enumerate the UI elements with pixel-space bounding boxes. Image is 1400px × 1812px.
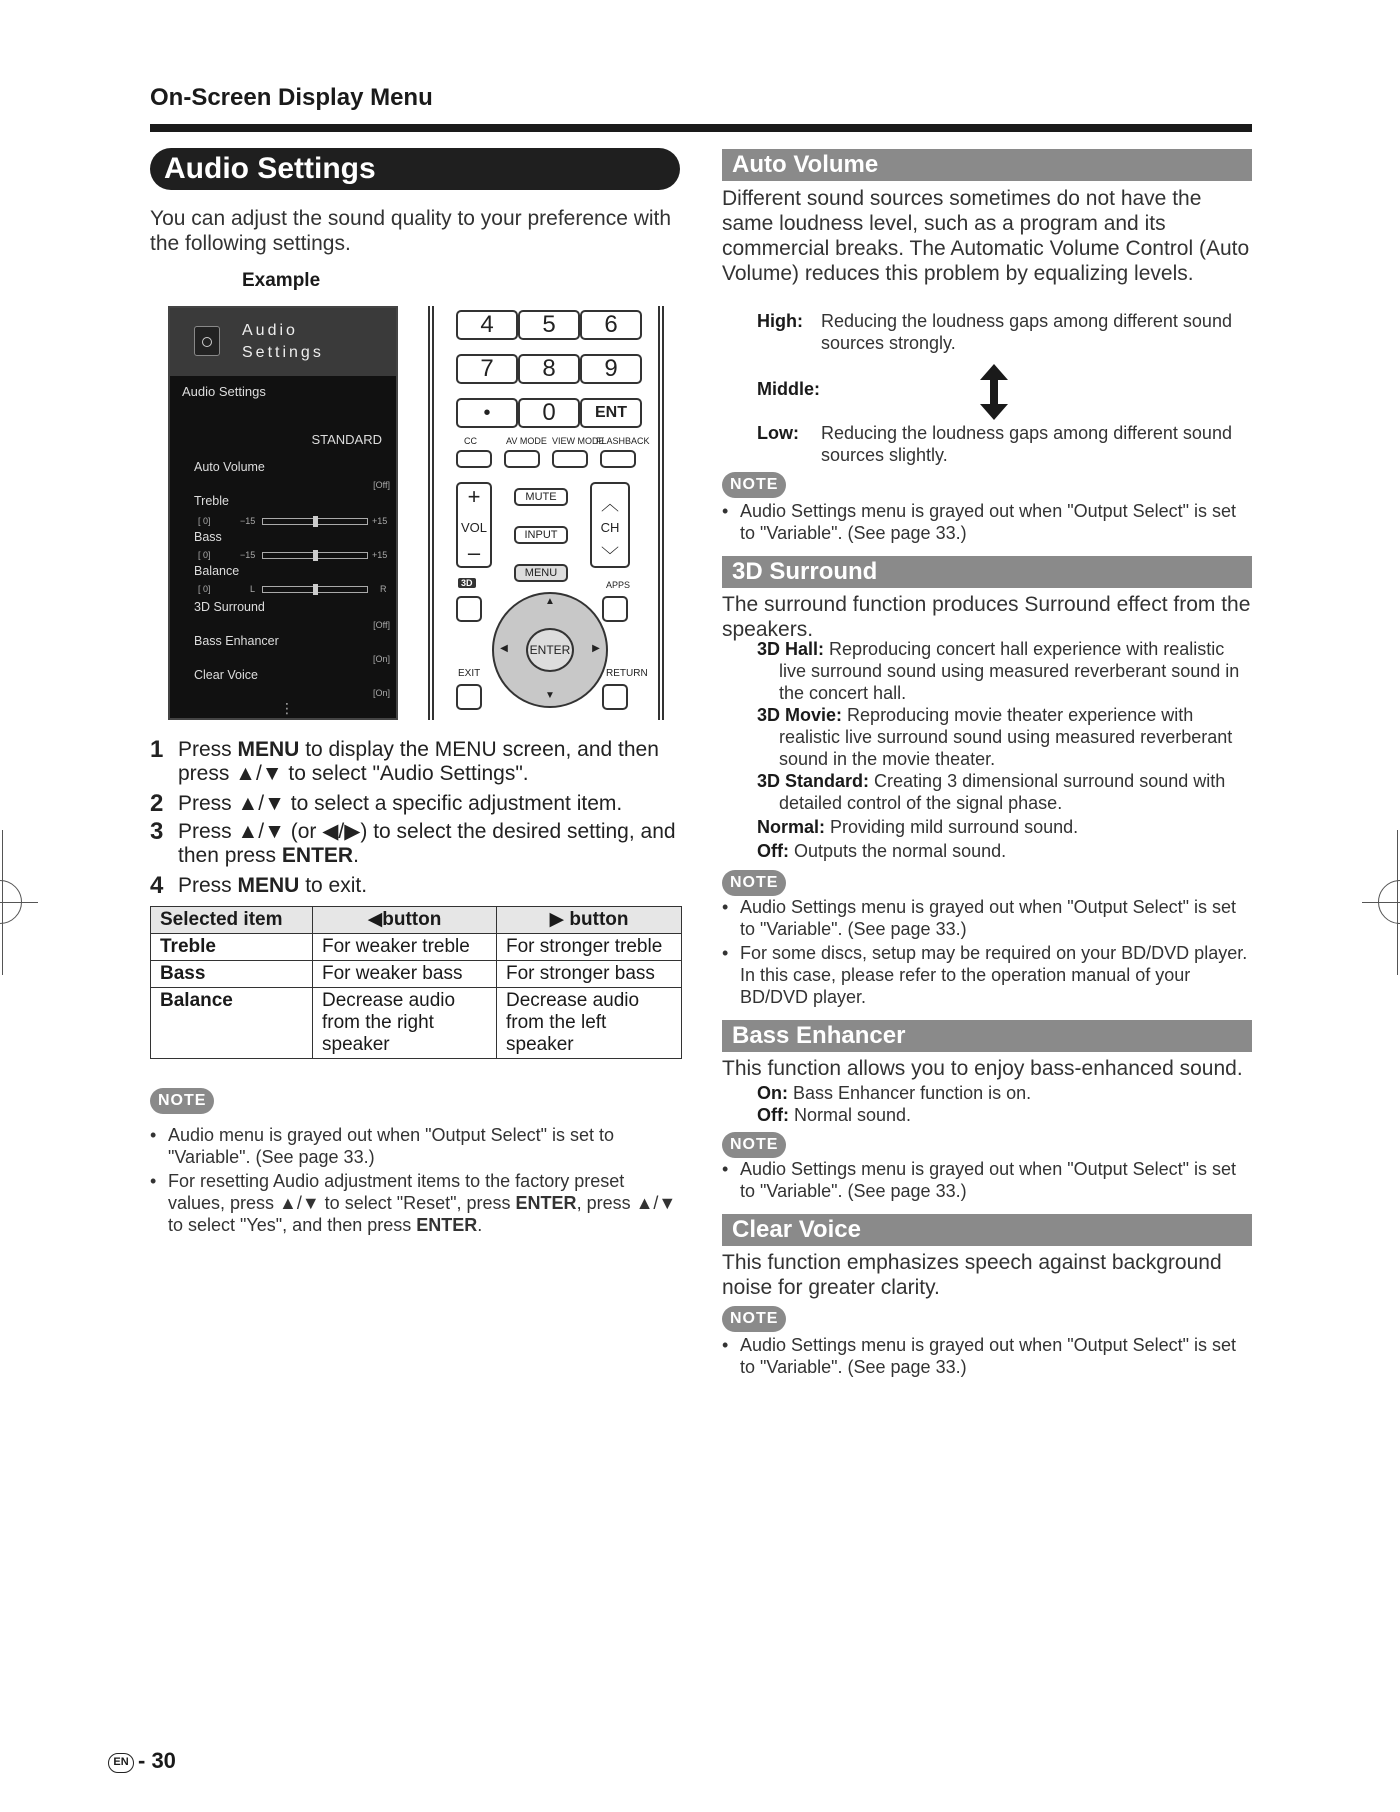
step-text: Press MENU to display the MENU screen, and then press ▲/▼ to select "Audio Settings".	[178, 738, 659, 785]
note-item: • For resetting Audio adjustment items to the factory preset values, press ▲/▼ to select "Reset", press ENTER, press ▲/▼ to select "Yes", and then press ENTER.	[150, 1171, 677, 1235]
osd-balance-left: L	[250, 584, 256, 594]
label-view-mode: VIEW MODE	[552, 436, 605, 446]
osd-bass-zero: [ 0]	[198, 550, 211, 560]
label-3d: 3D	[458, 578, 476, 588]
double-arrow-icon	[978, 364, 1010, 420]
menu-button[interactable]: MENU	[514, 564, 568, 582]
bass-enhancer-on: On: Bass Enhancer function is on.	[757, 1083, 1032, 1103]
table-header: ◀button	[313, 907, 497, 934]
intro-text: You can adjust the sound quality to your preference with the following settings.	[150, 207, 672, 255]
osd-item-balance[interactable]: Balance	[194, 564, 240, 578]
note-badge: NOTE	[722, 472, 786, 498]
table-row	[151, 988, 682, 1059]
surround-normal: Normal: Providing mild surround sound.	[757, 817, 1079, 837]
up-arrow-icon[interactable]: ▲	[545, 596, 555, 607]
osd-item-auto-volume[interactable]: Auto Volume	[194, 460, 265, 474]
return-button[interactable]	[602, 684, 628, 710]
auto-volume-body: Different sound sources sometimes do not have the same loudness level, such as a program and its commercial breaks. The Automatic Volume Control (Auto Volume) reduces this problem by equalizing levels.	[722, 187, 1250, 285]
page-header-title: On-Screen Display Menu	[150, 84, 433, 111]
enter-button[interactable]: ENTER	[526, 628, 574, 672]
osd-value-clear-voice: [On]	[372, 688, 390, 698]
osd-bass-max: +15	[372, 550, 388, 560]
section-title-clear-voice: Clear Voice	[722, 1214, 1252, 1246]
osd-value-auto-volume: [Off]	[373, 480, 390, 490]
osd-header	[170, 308, 396, 376]
key-7[interactable]: 7	[456, 354, 518, 384]
bass-enhancer-off: Off: Normal sound.	[757, 1105, 912, 1125]
step-text: Press ▲/▼ to select a specific adjustment item.	[178, 792, 623, 815]
volume-down-icon: –	[467, 540, 481, 565]
table-cell: For weaker treble	[313, 934, 497, 961]
apps-button[interactable]	[602, 596, 628, 622]
key-5[interactable]: 5	[518, 310, 580, 340]
table-header-row	[151, 907, 682, 934]
osd-treble-zero: [ 0]	[198, 516, 211, 526]
note-badge: NOTE	[150, 1088, 214, 1114]
flashback-button[interactable]	[600, 450, 636, 468]
input-button[interactable]: INPUT	[514, 526, 568, 544]
osd-subtitle: Audio Settings	[182, 384, 266, 399]
page-footer	[108, 1748, 176, 1774]
registration-mark	[1397, 830, 1398, 975]
osd-value-3d-surround: [Off]	[373, 620, 390, 630]
step-number: 1	[150, 736, 164, 763]
registration-mark	[2, 830, 3, 975]
step-4	[150, 874, 690, 900]
osd-bass-min: −15	[240, 550, 256, 560]
table-header: Selected item	[151, 907, 313, 934]
surround-standard: 3D Standard: Creating 3 dimensional surround sound with detailed control of the signal phase.	[757, 771, 1226, 813]
surround-hall: 3D Hall: Reproducing concert hall experience with realistic live surround sound using measured reverberant sound in the concert hall.	[757, 639, 1240, 703]
key-4[interactable]: 4	[456, 310, 518, 340]
osd-title-line1: Audio	[242, 322, 298, 339]
bass-enhancer-body: This function allows you to enjoy bass-enhanced sound.	[722, 1057, 1243, 1080]
view-mode-button[interactable]	[552, 450, 588, 468]
section-title-auto-volume: Auto Volume	[722, 149, 1252, 181]
label-return: RETURN	[606, 668, 648, 679]
key-8[interactable]: 8	[518, 354, 580, 384]
osd-treble-max: +15	[372, 516, 388, 526]
table-cell: Decrease audio from the right speaker	[313, 988, 497, 1059]
section-title-3d-surround: 3D Surround	[722, 556, 1252, 588]
osd-screen	[168, 306, 398, 720]
remote-control	[428, 306, 664, 720]
mute-button[interactable]: MUTE	[514, 488, 568, 506]
example-label: Example	[242, 270, 321, 291]
channel-down-icon: ﹀	[601, 546, 619, 566]
key-0[interactable]: 0	[518, 398, 580, 428]
registration-mark	[0, 880, 22, 924]
osd-balance-slider[interactable]	[262, 586, 368, 593]
note-badge: NOTE	[722, 1306, 786, 1332]
down-arrow-icon[interactable]: ▼	[545, 690, 555, 701]
page-number: - 30	[138, 1748, 176, 1773]
table-cell: For stronger bass	[497, 961, 682, 988]
auto-volume-middle: Middle:	[757, 379, 820, 399]
note-item: • For some discs, setup may be required on your BD/DVD player. In this case, please refer to the operation manual of your BD/DVD player.	[722, 943, 1248, 1007]
table-cell: Decrease audio from the left speaker	[497, 988, 682, 1059]
label-exit: EXIT	[458, 668, 481, 679]
step-3	[150, 820, 690, 870]
vol-label: VOL	[460, 520, 487, 535]
step-text: Press ▲/▼ (or ◀/▶) to select the desired setting, and then press ENTER.	[178, 820, 676, 867]
osd-value-bass-enhancer: [On]	[372, 654, 390, 664]
osd-bass-slider[interactable]	[262, 552, 368, 559]
step-number: 2	[150, 790, 164, 817]
key-ent[interactable]: ENT	[580, 398, 642, 428]
right-arrow-icon[interactable]: ▶	[592, 643, 600, 654]
key-6[interactable]: 6	[580, 310, 642, 340]
table-cell: Treble	[151, 934, 313, 961]
av-mode-button[interactable]	[504, 450, 540, 468]
osd-balance-zero: [ 0]	[198, 584, 211, 594]
osd-balance-right: R	[380, 584, 387, 594]
language-badge: EN	[108, 1753, 134, 1773]
note-item: • Audio Settings menu is grayed out when "Output Select" is set to "Variable". (See page 33.)	[722, 501, 1237, 543]
clear-voice-body: This function emphasizes speech against background noise for greater clarity.	[722, 1251, 1222, 1299]
osd-preset[interactable]: STANDARD	[311, 432, 382, 447]
table-row	[151, 934, 682, 961]
ch-label: CH	[600, 520, 620, 535]
exit-button[interactable]	[456, 684, 482, 710]
step-1	[150, 738, 690, 788]
note-item: • Audio Settings menu is grayed out when "Output Select" is set to "Variable". (See page 33.)	[722, 1159, 1237, 1201]
osd-item-bass[interactable]: Bass	[194, 530, 222, 544]
step-2	[150, 792, 690, 818]
note-item: • Audio menu is grayed out when "Output Select" is set to "Variable". (See page 33.)	[150, 1125, 615, 1167]
key-9[interactable]: 9	[580, 354, 642, 384]
note-item: • Audio Settings menu is grayed out when "Output Select" is set to "Variable". (See page 33.)	[722, 897, 1237, 939]
channel-up-icon: ︿	[601, 494, 619, 514]
cc-button[interactable]	[456, 450, 492, 468]
header-rule	[150, 124, 1252, 132]
table-cell: Bass	[151, 961, 313, 988]
label-av-mode: AV MODE	[506, 436, 547, 446]
osd-title-line2: Settings	[242, 344, 324, 361]
osd-item-3d-surround[interactable]: 3D Surround	[194, 600, 265, 614]
3d-button[interactable]	[456, 596, 482, 622]
auto-volume-high: High: Reducing the loudness gaps among different sound sources strongly.	[757, 311, 1232, 353]
note-item: • Audio Settings menu is grayed out when "Output Select" is set to "Variable". (See page 33.)	[722, 1335, 1237, 1377]
osd-item-bass-enhancer[interactable]: Bass Enhancer	[194, 634, 279, 648]
step-text: Press MENU to exit.	[178, 874, 368, 897]
table-cell: For weaker bass	[313, 961, 497, 988]
table-header: ▶ button	[497, 907, 682, 934]
surround-off: Off: Outputs the normal sound.	[757, 841, 1007, 861]
step-number: 3	[150, 818, 164, 845]
osd-more-indicator: ⋮	[280, 700, 294, 716]
speaker-icon	[194, 326, 220, 356]
osd-item-treble[interactable]: Treble	[194, 494, 229, 508]
adjustment-table	[150, 906, 682, 1059]
volume-up-icon: +	[467, 484, 481, 509]
surround-body: The surround function produces Surround effect from the speakers.	[722, 593, 1251, 641]
step-number: 4	[150, 872, 164, 899]
section-title-audio-settings: Audio Settings	[150, 148, 680, 190]
surround-movie: 3D Movie: Reproducing movie theater experience with realistic live surround sound using measured reverberant sound in the movie theater.	[757, 705, 1233, 769]
label-apps: APPS	[606, 580, 631, 590]
osd-treble-slider[interactable]	[262, 518, 368, 525]
table-cell: Balance	[151, 988, 313, 1059]
left-arrow-icon[interactable]: ◀	[500, 643, 508, 654]
label-flashback: FLASHBACK	[596, 436, 650, 446]
table-cell: For stronger treble	[497, 934, 682, 961]
label-cc: CC	[464, 436, 477, 446]
auto-volume-low: Low: Reducing the loudness gaps among different sound sources slightly.	[757, 423, 1232, 465]
note-badge: NOTE	[722, 870, 786, 896]
key-dot[interactable]: •	[456, 398, 518, 428]
osd-treble-min: −15	[240, 516, 256, 526]
note-badge: NOTE	[722, 1132, 786, 1158]
table-row	[151, 961, 682, 988]
section-title-bass-enhancer: Bass Enhancer	[722, 1020, 1252, 1052]
osd-item-clear-voice[interactable]: Clear Voice	[194, 668, 258, 682]
